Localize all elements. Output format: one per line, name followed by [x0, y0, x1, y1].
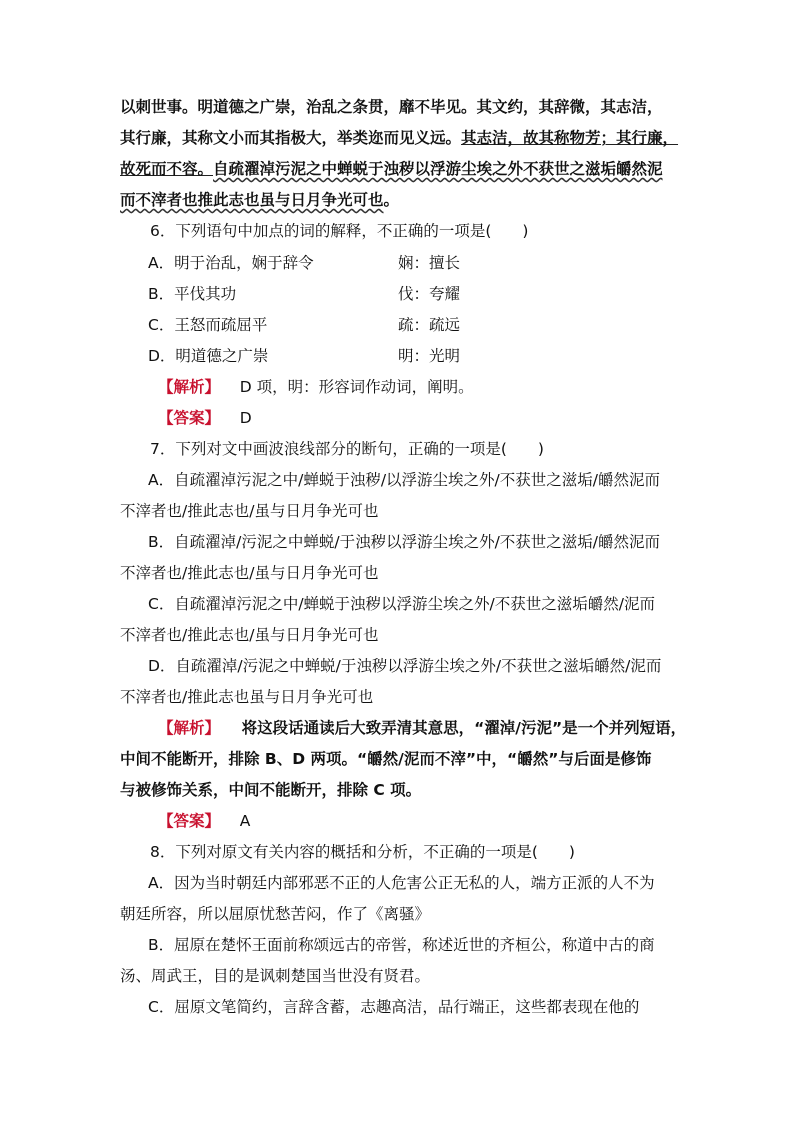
q6-analysis-text: D 项，明：形容词作动词，阐明。	[239, 378, 474, 396]
q8-option-a-line-1: A．因为当时朝廷内部邪恶不正的人危害公正无私的人，端方正派的人不为	[148, 874, 655, 892]
q6-analysis	[158, 377, 474, 397]
passage-line-2-plain: 其行廉，其称文小而其指极大，举类迩而见义远。	[120, 129, 462, 147]
q7-analysis-line-3: 与被修饰关系，中间不能断开，排除 C 项。	[120, 781, 422, 799]
q7-analysis-line-1	[158, 718, 686, 738]
q7-analysis-text-1: 将这段话通读后大致弄清其意思，“濯淖/污泥”是一个并列短语，	[241, 719, 687, 737]
q6-answer	[158, 408, 252, 428]
q6-option-b-gloss: 伐：夸耀	[398, 285, 461, 303]
q6-stem: 6．下列语句中加点的词的解释，不正确的一项是( )	[150, 222, 529, 240]
q7-option-c-line-1: C．自疏濯淖污泥之中/蝉蜕于浊秽以浮游尘埃之外/不获世之滋垢皭然/泥而	[148, 595, 655, 613]
passage-line-2-underlined: 其志洁，故其称物芳；其行廉，	[461, 129, 679, 147]
passage-line-4	[120, 190, 399, 210]
q6-option-c-gloss: 疏：疏远	[398, 316, 461, 334]
q7-option-c-line-2: 不滓者也/推此志也/虽与日月争光可也	[120, 626, 379, 644]
q7-analysis-label: 【解析】	[158, 719, 221, 737]
q6-option-b: B．平伐其功	[148, 285, 237, 303]
q6-option-d: D．明道德之广崇	[148, 347, 269, 365]
q6-analysis-label: 【解析】	[158, 378, 221, 396]
q8-option-b-line-1: B．屈原在楚怀王面前称颂远古的帝喾，称述近世的齐桓公，称道中古的商	[148, 936, 655, 954]
q7-option-d-line-2: 不滓者也/推此志也虽与日月争光可也	[120, 688, 374, 706]
q8-option-b-line-2: 汤、周武王，目的是讽刺楚国当世没有贤君。	[120, 967, 431, 985]
q7-option-d-line-1: D．自疏濯淖/污泥之中蝉蜕/于浊秽以浮游尘埃之外/不获世之滋垢皭然/泥而	[148, 657, 662, 675]
q6-option-c: C．王怒而疏屈平	[148, 316, 268, 334]
q6-option-a-gloss: 娴：擅长	[398, 254, 461, 272]
q6-answer-label: 【答案】	[158, 409, 221, 427]
passage-line-4-wavy: 而不滓者也推此志也虽与日月争光可也	[120, 191, 384, 209]
q6-answer-text: D	[239, 409, 252, 427]
passage-line-1: 以刺世事。明道德之广崇，治乱之条贯，靡不毕见。其文约，其辞微，其志洁，	[120, 98, 663, 116]
q7-option-a-line-1: A．自疏濯淖污泥之中/蝉蜕于浊秽/以浮游尘埃之外/不获世之滋垢/皭然泥而	[148, 471, 660, 489]
q7-stem: 7．下列对文中画波浪线部分的断句，正确的一项是( )	[150, 440, 544, 458]
q7-analysis-line-2: 中间不能断开，排除 B、D 两项。“皭然/泥而不滓”中，“皭然”与后面是修饰	[120, 750, 652, 768]
passage-line-4-end: 。	[383, 191, 400, 209]
q7-answer	[158, 811, 250, 831]
q8-option-a-line-2: 朝廷所容，所以屈原忧愁苦闷，作了《离骚》	[120, 905, 431, 923]
passage-line-2	[120, 128, 678, 148]
passage-line-3-wavy: 自疏濯淖污泥之中蝉蜕于浊秽以浮游尘埃之外不获世之滋垢皭然泥	[213, 160, 663, 178]
q8-stem: 8．下列对原文有关内容的概括和分析，不正确的一项是( )	[150, 843, 575, 861]
q7-option-b-line-1: B．自疏濯淖/污泥之中蝉蜕/于浊秽以浮游尘埃之外/不获世之滋垢/皭然泥而	[148, 533, 661, 551]
q7-answer-text: A	[239, 812, 251, 830]
passage-line-3	[120, 159, 663, 179]
q7-option-b-line-2: 不滓者也/推此志也/虽与日月争光可也	[120, 564, 379, 582]
passage-line-3-underlined: 故死而不容。	[120, 160, 214, 178]
q7-answer-label: 【答案】	[158, 812, 221, 830]
q6-option-a: A．明于治乱，娴于辞令	[148, 254, 314, 272]
q6-option-d-gloss: 明：光明	[398, 347, 461, 365]
q8-option-c-line-1: C．屈原文笔简约，言辞含蓄，志趣高洁，品行端正，这些都表现在他的	[148, 998, 640, 1016]
q7-option-a-line-2: 不滓者也/推此志也/虽与日月争光可也	[120, 502, 379, 520]
